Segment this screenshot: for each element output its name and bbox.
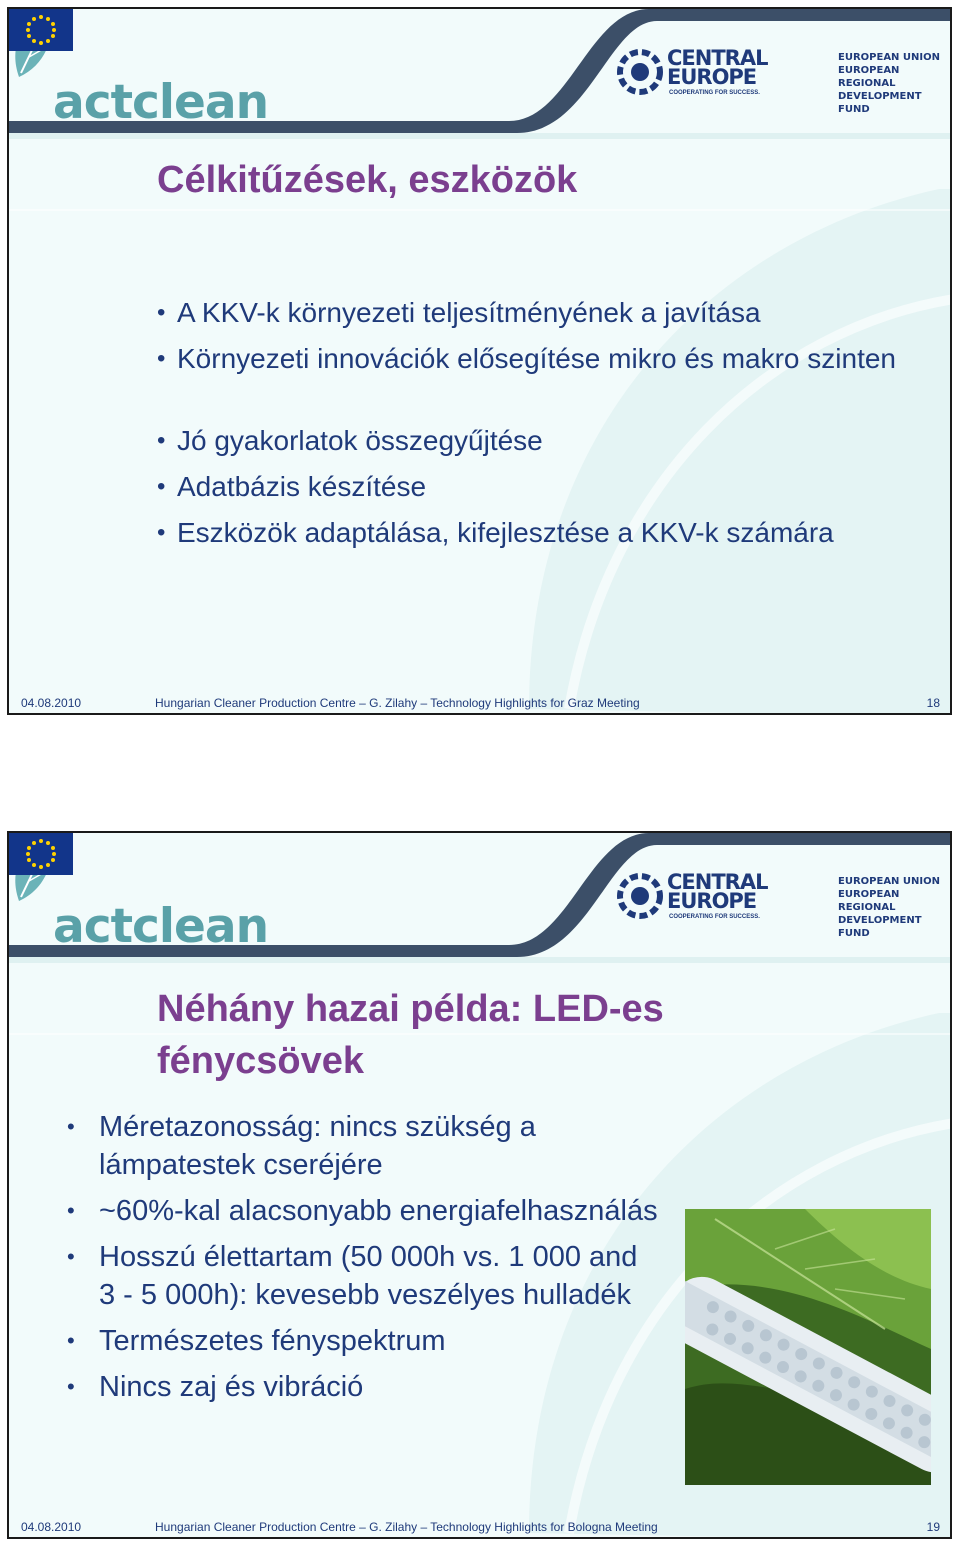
footer-text: Hungarian Cleaner Production Centre – G. Zilahy – Technology Highlights for Bologna Meeting xyxy=(155,1520,658,1534)
slide-title: Célkitűzések, eszközök xyxy=(157,159,578,201)
eu-line1: EUROPEAN UNION xyxy=(838,876,940,887)
bullet-list xyxy=(157,294,907,560)
slide-19 xyxy=(7,831,952,1539)
slide-header xyxy=(9,9,952,139)
list-item: • Jó gyakorlatok összegyűjtése xyxy=(157,422,907,460)
slide-footer xyxy=(9,1513,952,1539)
ce-tagline: COOPERATING FOR SUCCESS. xyxy=(669,914,760,920)
central-europe-logo xyxy=(617,870,768,923)
actclean-logo: actclean xyxy=(53,75,269,130)
bullet-icon: • xyxy=(157,345,166,372)
bullet-icon: • xyxy=(157,427,166,454)
central-europe-emblem-icon xyxy=(617,873,663,919)
bullet-icon: • xyxy=(67,1244,75,1269)
ce-line1: CENTRAL xyxy=(667,870,768,894)
eu-line3: DEVELOPMENT FUND xyxy=(838,91,922,115)
slide-footer xyxy=(9,689,952,715)
bullet-icon: • xyxy=(67,1328,75,1353)
bullet-icon: • xyxy=(67,1114,75,1139)
footer-text: Hungarian Cleaner Production Centre – G. Zilahy – Technology Highlights for Graz Meeting xyxy=(155,696,640,710)
ce-line1: CENTRAL xyxy=(667,46,768,70)
actclean-logo: actclean xyxy=(53,899,269,954)
list-item: • Nincs zaj és vibráció xyxy=(67,1368,667,1406)
slide-header xyxy=(9,833,952,963)
led-tube-photo xyxy=(685,1209,931,1485)
page-number: 18 xyxy=(926,696,940,710)
list-item: • Természetes fényspektrum xyxy=(67,1322,667,1360)
slide-title: Néhány hazai példa: LED-es fénycsövek xyxy=(157,988,664,1082)
eu-flag-icon xyxy=(9,9,73,51)
list-item: • Eszközök adaptálása, kifejlesztése a KKV-k számára xyxy=(157,514,907,552)
bullet-icon: • xyxy=(157,299,166,326)
list-item: • Környezeti innovációk elősegítése mikro és makro szinten xyxy=(157,340,907,378)
bullet-list xyxy=(67,1108,670,1414)
bullet-icon: • xyxy=(67,1374,75,1399)
eu-fund-label xyxy=(838,875,952,940)
bullet-icon: • xyxy=(67,1198,75,1223)
page-number: 19 xyxy=(926,1520,940,1534)
eu-fund-label xyxy=(838,51,952,116)
list-item: • Hosszú élettartam (50 000h vs. 1 000 and 3 - 5 000h): kevesebb veszélyes hulladék xyxy=(67,1238,667,1314)
central-europe-emblem-icon xyxy=(617,49,663,95)
ce-line2: EUROPE xyxy=(667,889,757,913)
eu-line2: EUROPEAN REGIONAL xyxy=(838,889,900,913)
bullet-icon: • xyxy=(157,519,166,546)
ce-line2: EUROPE xyxy=(667,65,757,89)
central-europe-logo xyxy=(617,46,768,99)
footer-date: 04.08.2010 xyxy=(21,696,82,710)
list-item: • Adatbázis készítése xyxy=(157,468,907,506)
eu-line1: EUROPEAN UNION xyxy=(838,52,940,63)
eu-flag-icon xyxy=(9,833,73,875)
list-item: • A KKV-k környezeti teljesítményének a javítása xyxy=(157,294,907,332)
slide-18 xyxy=(7,7,952,715)
footer-date: 04.08.2010 xyxy=(21,1520,82,1534)
eu-line3: DEVELOPMENT FUND xyxy=(838,915,922,939)
ce-tagline: COOPERATING FOR SUCCESS. xyxy=(669,90,760,96)
list-item: • Méretazonosság: nincs szükség a lámpatestek cseréjére xyxy=(67,1108,667,1184)
list-item: • ~60%-kal alacsonyabb energiafelhasználás xyxy=(67,1192,667,1230)
bullet-icon: • xyxy=(157,473,166,500)
eu-line2: EUROPEAN REGIONAL xyxy=(838,65,900,89)
